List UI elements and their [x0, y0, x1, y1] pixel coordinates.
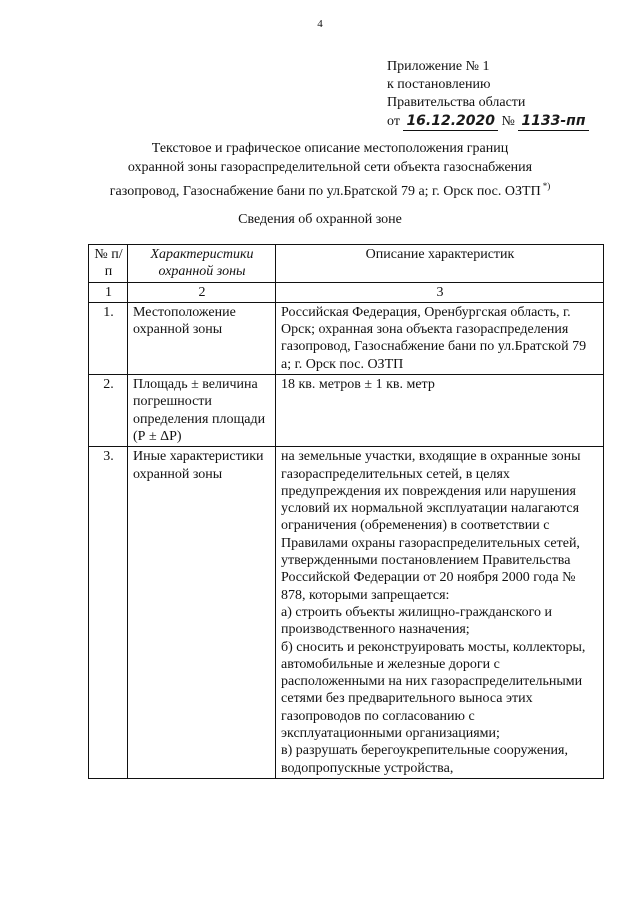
footnote-mark: *) [542, 181, 551, 191]
title-line-2: охранной зоны газораспределительной сети объекта газоснабжения [127, 160, 533, 175]
restriction-item-c: в) разрушать берегоукрепительные сооружения, водопропускные устройства, [281, 743, 568, 776]
row-description: 18 кв. метров ± 1 кв. метр [276, 375, 604, 447]
table-header-row [89, 245, 604, 283]
appendix-block [387, 58, 617, 131]
column-numbers-row [89, 282, 604, 302]
document-title [80, 139, 580, 201]
handwritten-number: 1133-пп [518, 112, 588, 131]
page-number: 4 [317, 18, 323, 30]
protection-zone-table [88, 244, 604, 779]
column-number-2: 2 [128, 282, 276, 302]
header-characteristics: Характеристики охранной зоны [128, 245, 276, 283]
table-row [89, 375, 604, 447]
table-row [89, 447, 604, 779]
row-description: Российская Федерация, Оренбургская область, г. Орск; охранная зона объекта газораспределения газопровод, Газоснабжение бани по ул.Братской 79 а; г. Орск пос. ОЗТП [276, 302, 604, 374]
appendix-number-sign: № [501, 114, 515, 129]
row-description: на земельные участки, входящие в охранные зоны газораспределительных сетей, в целях предупреждения их повреждения или нарушения условий их нормальной эксплуатации налагаются ограничения (обременения) в соответствии с Правилами охраны газораспределительных сетей, утвержденными постановлением Правительства Российской Федерации от 20 ноября 2000 года № 878, которыми запрещается: [281, 449, 581, 603]
column-number-3: 3 [276, 282, 604, 302]
row-number: 1. [89, 302, 128, 374]
title-line-3-text: газопровод, Газоснабжение бани по ул.Братской 79 а; г. Орск пос. ОЗТП [109, 184, 541, 199]
appendix-label: Приложение № 1 [387, 59, 490, 74]
header-number: № п/п [89, 245, 128, 283]
section-title: Сведения об охранной зоне [238, 212, 402, 227]
handwritten-date: 16.12.2020 [403, 112, 498, 131]
row-characteristic: Иные характеристики охранной зоны [128, 447, 276, 779]
row-characteristic: Площадь ± величина погрешности определения площади (Р ± ΔР) [128, 375, 276, 447]
appendix-date-prefix: от [387, 114, 400, 129]
title-line-1: Текстовое и графическое описание местоположения границ [151, 141, 509, 156]
table-row [89, 302, 604, 374]
row-characteristic: Местоположение охранной зоны [128, 302, 276, 374]
appendix-authority: Правительства области [387, 95, 526, 110]
row-number: 3. [89, 447, 128, 779]
restriction-item-b: б) сносить и реконструировать мосты, коллекторы, автомобильные и железные дороги с расположенными на них газораспределительными сетями без предварительного выноса этих газопроводов по согласованию с эксплуатационными организациями; [281, 639, 586, 742]
header-description: Описание характеристик [276, 245, 604, 283]
title-line-3 [80, 177, 580, 201]
row-number: 2. [89, 375, 128, 447]
row-description-cell [276, 447, 604, 779]
appendix-resolution-ref: к постановлению [387, 77, 491, 92]
appendix-date-line [387, 112, 617, 131]
column-number-1: 1 [89, 282, 128, 302]
restriction-item-a: а) строить объекты жилищно-гражданского и производственного назначения; [281, 604, 552, 638]
